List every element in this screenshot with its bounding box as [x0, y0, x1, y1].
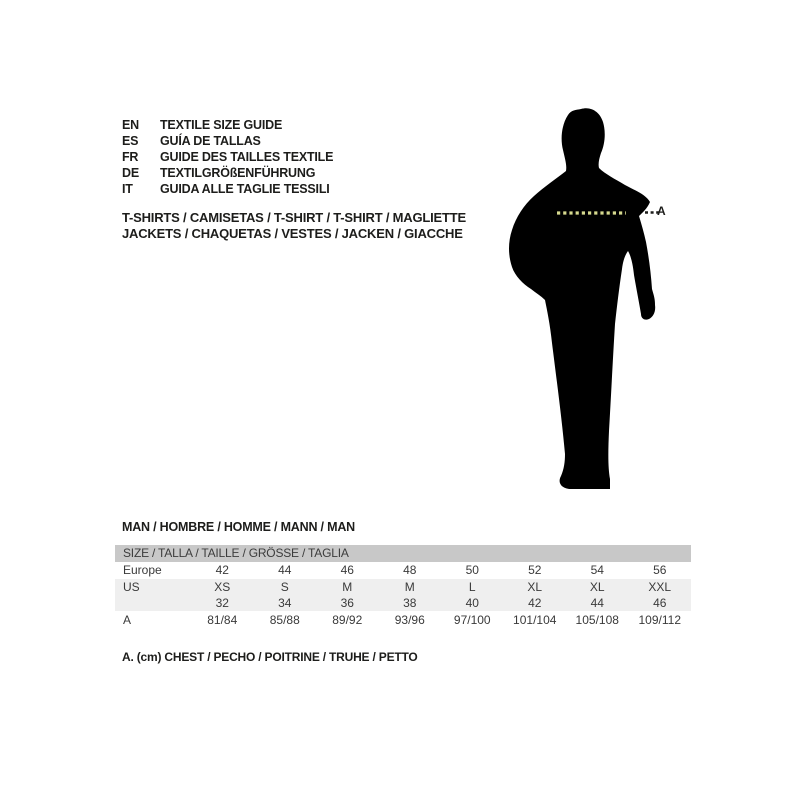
row-label: US	[123, 580, 140, 594]
size-table	[115, 545, 691, 629]
language-row	[122, 133, 333, 149]
table-cell: L	[468, 580, 476, 594]
language-title: TEXTILGRÖßENFÜHRUNG	[160, 166, 316, 180]
man-silhouette-shape	[509, 108, 655, 489]
table-cell: 38	[403, 596, 417, 610]
language-code: ES	[122, 134, 139, 148]
table-cell: S	[280, 580, 289, 594]
table-cell: 101/104	[513, 613, 557, 627]
language-title: GUÍA DE TALLAS	[160, 134, 261, 148]
man-silhouette-figure	[505, 103, 665, 493]
table-cell: XL	[527, 580, 543, 594]
table-cell: 50	[465, 563, 479, 577]
table-row-chest	[115, 611, 691, 629]
language-row	[122, 149, 333, 165]
table-cell: 89/92	[332, 613, 363, 627]
size-table-header: SIZE / TALLA / TAILLE / GRÖSSE / TAGLIA	[115, 545, 691, 562]
table-cell: 36	[340, 596, 354, 610]
us-size-band	[115, 579, 691, 611]
table-cell: 40	[465, 596, 479, 610]
language-title: TEXTILE SIZE GUIDE	[160, 118, 283, 132]
table-cell: M	[404, 580, 415, 594]
table-cell: 105/108	[575, 613, 619, 627]
table-row-us	[115, 579, 691, 595]
table-cell: 56	[653, 563, 667, 577]
language-code: IT	[122, 182, 133, 196]
language-code: EN	[122, 118, 139, 132]
table-cell: 32	[215, 596, 229, 610]
table-cell: 44	[278, 563, 292, 577]
table-cell: 93/96	[394, 613, 425, 627]
man-silhouette	[505, 103, 665, 493]
measurement-footnote: A. (cm) CHEST / PECHO / POITRINE / TRUHE / PETTO	[122, 650, 418, 664]
table-cell: 44	[590, 596, 604, 610]
table-cell: M	[342, 580, 353, 594]
table-cell: 42	[528, 596, 542, 610]
table-cell: 54	[590, 563, 604, 577]
product-line-jackets: JACKETS / CHAQUETAS / VESTES / JACKEN / GIACCHE	[122, 226, 463, 241]
language-legend	[122, 117, 333, 197]
table-cell: XXL	[648, 580, 672, 594]
measure-label-a: A	[657, 204, 666, 218]
table-cell: 42	[215, 563, 229, 577]
language-code: DE	[122, 166, 139, 180]
table-cell: 81/84	[207, 613, 238, 627]
language-title: GUIDE DES TAILLES TEXTILE	[160, 150, 334, 164]
table-row-europe	[115, 562, 691, 579]
product-categories	[122, 210, 466, 242]
language-row	[122, 165, 333, 181]
table-cell: 85/88	[269, 613, 300, 627]
table-cell: 34	[278, 596, 292, 610]
table-row-us-numeric	[115, 595, 691, 611]
table-cell: 48	[403, 563, 417, 577]
table-cell: 46	[653, 596, 667, 610]
row-label: Europe	[123, 563, 162, 577]
language-row	[122, 181, 333, 197]
table-cell: 52	[528, 563, 542, 577]
row-label: A	[123, 613, 132, 627]
language-code: FR	[122, 150, 139, 164]
product-line-tshirts: T-SHIRTS / CAMISETAS / T-SHIRT / T-SHIRT / MAGLIETTE	[122, 210, 466, 225]
table-cell: XS	[214, 580, 231, 594]
row-label	[115, 595, 191, 611]
table-cell: 46	[340, 563, 354, 577]
section-title-man: MAN / HOMBRE / HOMME / MANN / MAN	[122, 520, 355, 534]
table-cell: 97/100	[453, 613, 491, 627]
language-title: GUIDA ALLE TAGLIE TESSILI	[160, 182, 330, 196]
language-row	[122, 117, 333, 133]
table-cell: 109/112	[638, 613, 681, 627]
table-cell: XL	[589, 580, 605, 594]
